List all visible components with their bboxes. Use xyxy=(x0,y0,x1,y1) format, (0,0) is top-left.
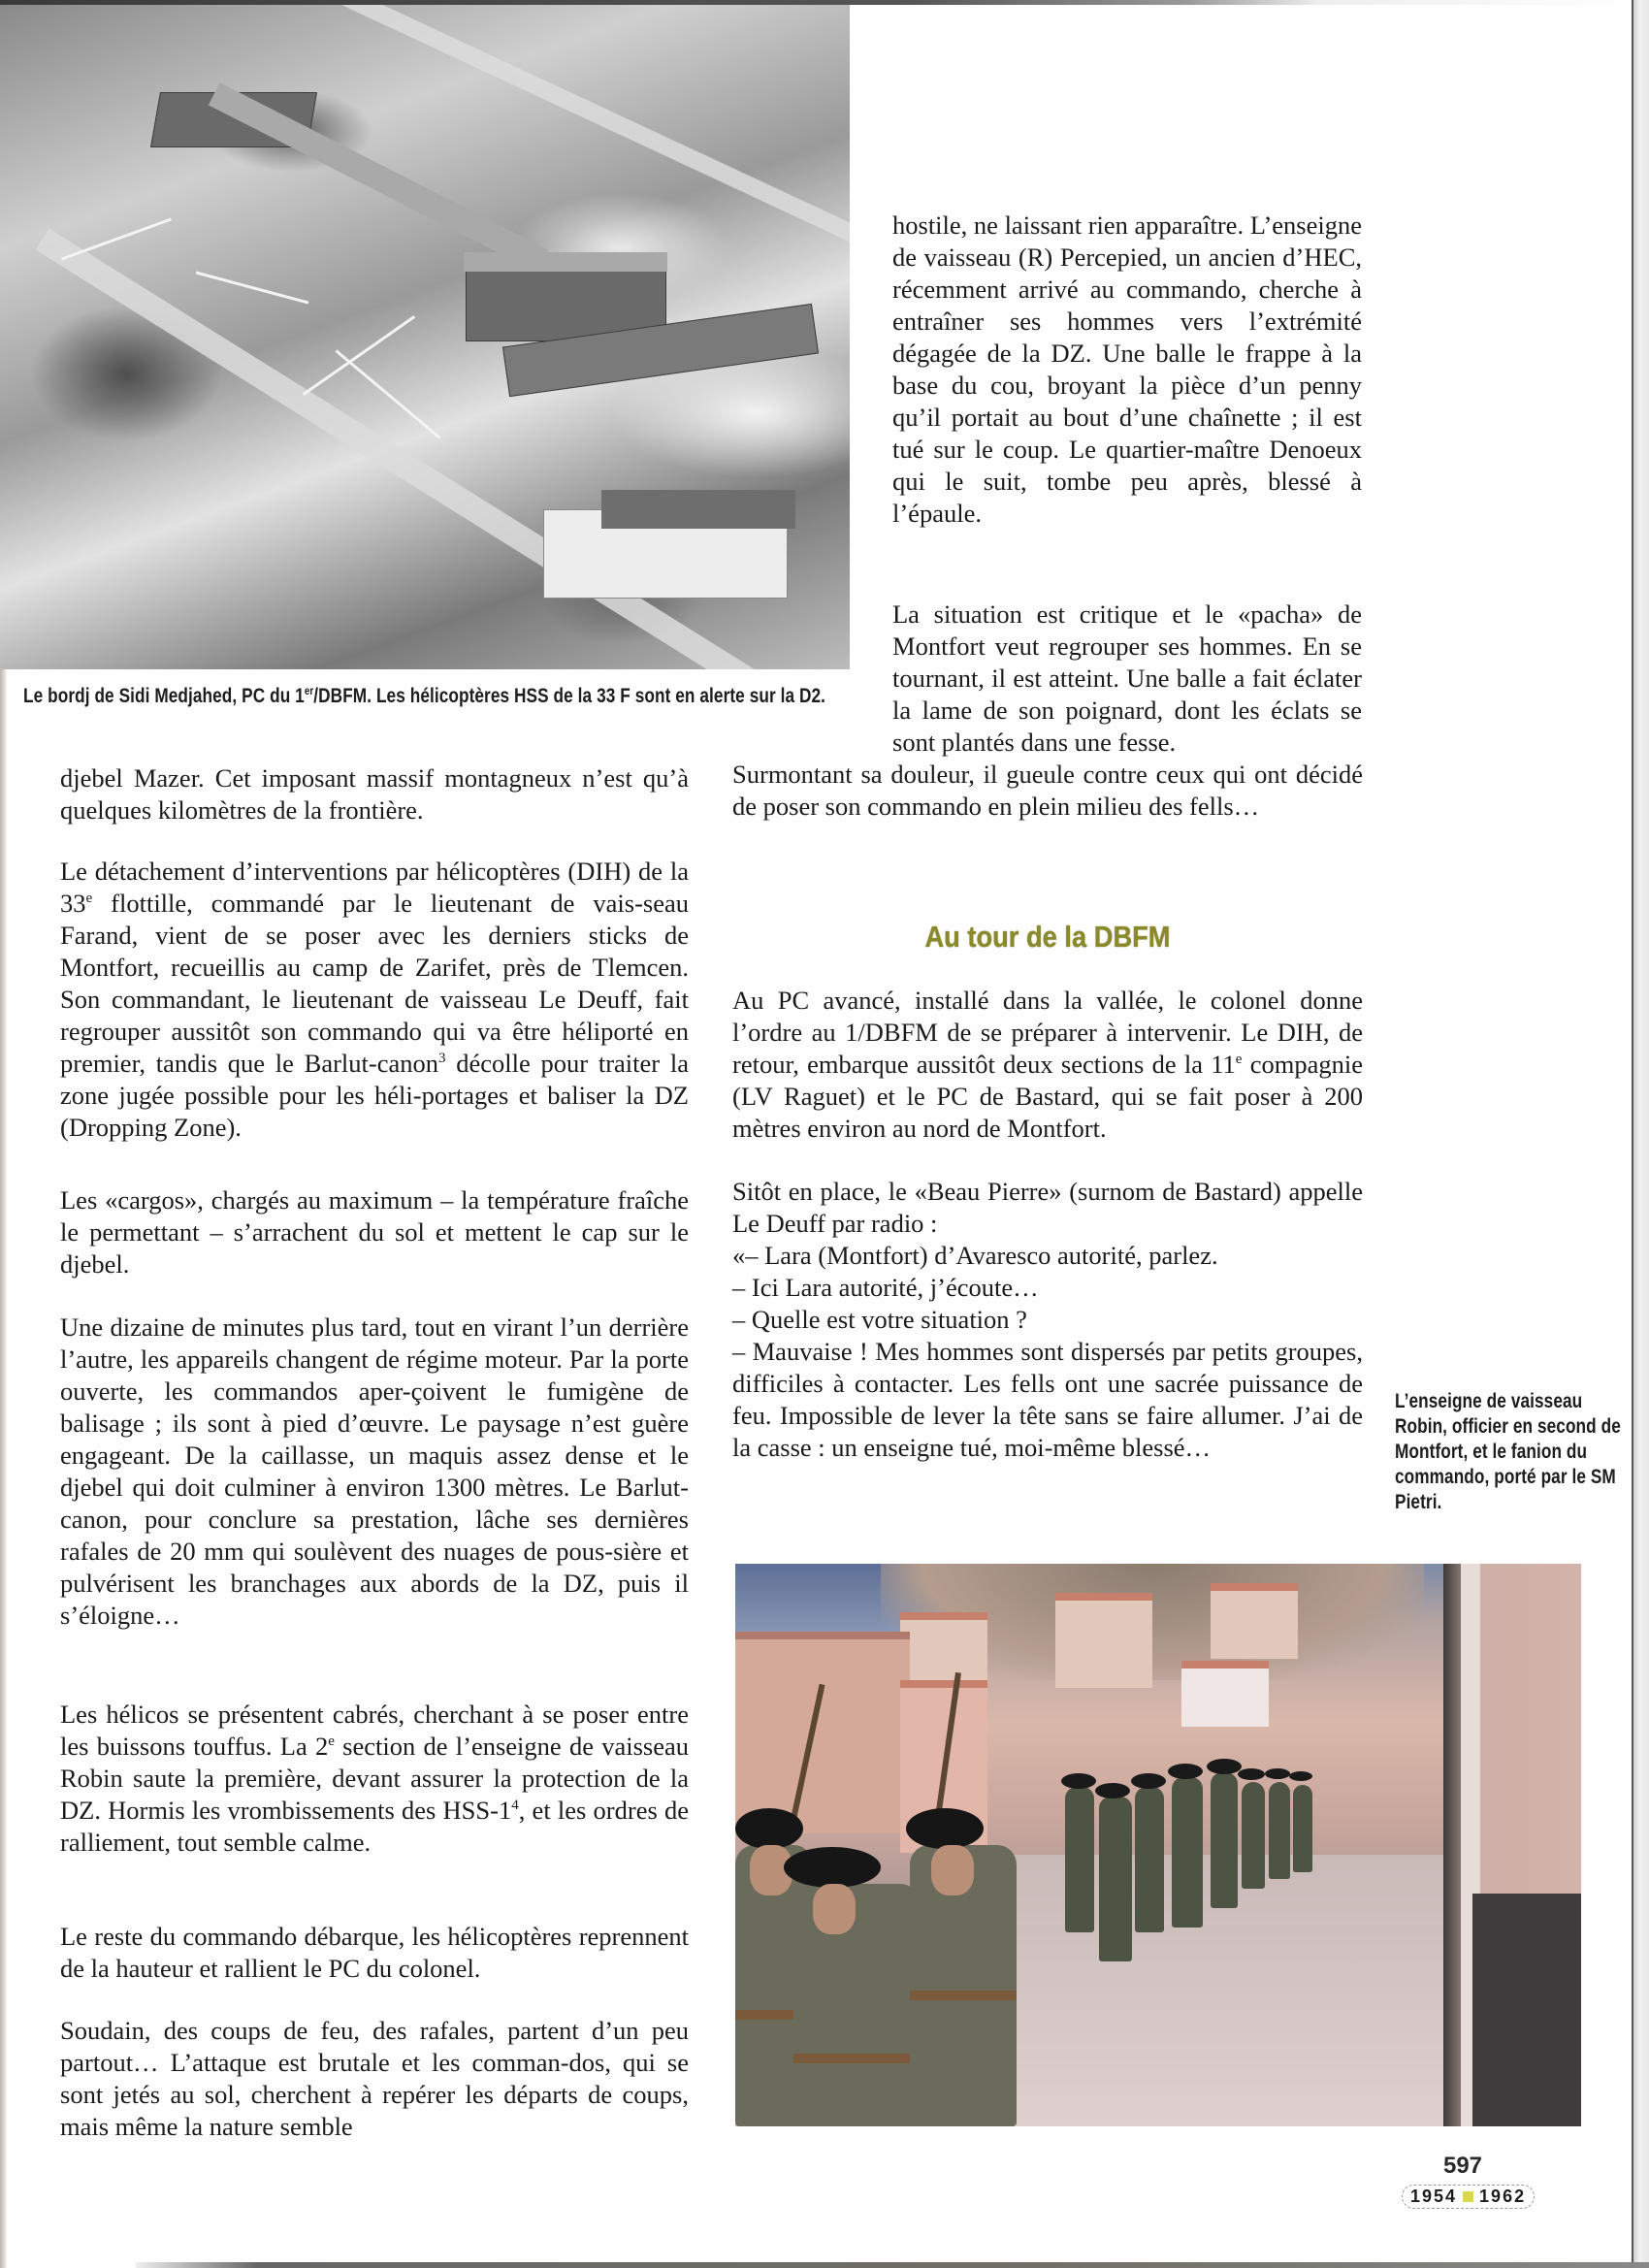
photo-road xyxy=(36,229,850,669)
paragraph-percepied: hostile, ne laissant rien apparaître. L’enseigne de vaisseau (R) Percepied, un ancien d’HEC, récemment arrivé au commando, cherche à entraîner ses hommes vers l’extrémité dégagée de la DZ. Une balle le frappe à la base du cou, broyant la pièce d’un penny qu’il portait au bout d’une chaînette ; il est tué sur le coup. Le quartier-maître Denoeux qui le suit, tombe peu après, blessé à l’épaule. xyxy=(892,211,1362,528)
photo-house xyxy=(1211,1583,1298,1659)
paragraph-soudain: Soudain, des coups de feu, des rafales, partent d’un peu partout… L’attaque est brutale et les comman-dos, qui se sont jetés au sol, cherchent à repérer les départs de coups, mais même la nature semble xyxy=(60,2016,689,2141)
paragraph-pacha-critical: La situation est critique et le «pacha» de Montfort veut regrouper ses hommes. En se tournant, il est atteint. Une balle a fait éclater la lame de son poignard, dont les éclats se sont plantés dans une fesse. xyxy=(892,599,1362,757)
square-separator-icon xyxy=(1463,2191,1473,2202)
marching-soldier xyxy=(1242,1782,1265,1889)
photo-building-roof xyxy=(464,252,667,272)
date-start: 1954 xyxy=(1410,2187,1458,2206)
dialogue-line: «– Lara (Montfort) d’Avaresco autorité, parlez. xyxy=(732,1241,1218,1270)
dialogue-line: – Ici Lara autorité, j’écoute… xyxy=(732,1273,1039,1302)
parade-photo xyxy=(735,1564,1581,2126)
marching-soldier xyxy=(1211,1772,1238,1908)
marching-soldier xyxy=(1172,1777,1203,1928)
scan-edge-bottom xyxy=(136,2262,1649,2268)
helicopter-rotor xyxy=(303,315,415,396)
marching-soldier xyxy=(1293,1785,1312,1872)
marching-soldier xyxy=(1269,1782,1290,1879)
helicopter-rotor xyxy=(61,218,172,261)
paragraph-helicos: Les hélicos se présentent cabrés, cherchant à se poser entre les buissons touffus. La 2e section de l’enseigne de vaisseau Robin saute la première, devant assurer la protection de la DZ. Hormis les vrombissements des HSS-$1^4$, et les ordres de ralliement, tout semble calme. xyxy=(60,1700,689,1857)
photo-house xyxy=(1055,1593,1152,1688)
date-end: 1962 xyxy=(1479,2187,1527,2206)
photo-building-left xyxy=(735,1632,910,1833)
scan-edge-right xyxy=(1633,0,1649,2268)
paragraph-radio-dialogue xyxy=(732,1176,1363,1464)
aerial-photo xyxy=(0,5,850,669)
officer-pietri xyxy=(910,1845,1017,2126)
paragraph-surmontant: Surmontant sa douleur, il gueule contre ceux qui ont décidé de poser son commando en plein milieu des fells… xyxy=(732,760,1363,821)
paragraph-cargos: Les «cargos», chargés au maximum – la température fraîche le permettant – s’arrachent du sol et mettent le cap sur le djebel. xyxy=(60,1185,689,1279)
officer-robin xyxy=(793,1884,920,2126)
photo-shadow-block xyxy=(1472,1894,1581,2126)
paragraph-pc-avance: Au PC avancé, installé dans la vallée, le colonel donne l’ordre au 1/DBFM de se préparer à intervenir. Le DIH, de retour, embarque aussitôt deux sections de la 11e compagnie (LV Raguet) et le PC de Bastard, qui se fait poser à 200 mètres environ au nord de Montfort. xyxy=(732,986,1363,1143)
photo-building-roof xyxy=(209,82,548,273)
dialogue-line: – Mauvaise ! Mes hommes sont dispersés par petits groupes, difficiles à contacter. Les fells ont une sacrée puissance de feu. Impossible de lever la tête sans se faire allumer. J’ai de la casse : un enseigne tué, moi-même blessé… xyxy=(732,1337,1363,1462)
photo-house xyxy=(1181,1661,1269,1727)
dialogue-line: – Quelle est votre situation ? xyxy=(732,1305,1027,1334)
scan-edge-left xyxy=(0,669,7,2268)
marching-soldier xyxy=(1135,1787,1164,1932)
parade-photo-caption: L’enseigne de vaisseau Robin, officier en second de Montfort, et le fanion du commando, porté par le SM Pietri. xyxy=(1395,1390,1621,1513)
date-range-badge xyxy=(1402,2185,1535,2209)
paragraph-reste-commando: Le reste du commando débarque, les hélicoptères reprennent de la hauteur et rallient le PC du colonel. xyxy=(60,1922,689,1983)
marching-soldier xyxy=(1099,1797,1132,1961)
aerial-photo-caption: Le bordj de Sidi Medjahed, PC du 1er/DBFM. Les hélicoptères HSS de la 33 F sont en alerte sur la D2. xyxy=(23,684,826,707)
paragraph-dizaine-minutes: Une dizaine de minutes plus tard, tout en virant l’un derrière l’autre, les appareils changent de régime moteur. Par la porte ouverte, les commandos aper-çoivent le fumigène de balisage ; ils sont à pied d’œuvre. Le paysage n’est guère engageant. De la caillasse, un maquis assez dense et le djebel qui doit culminer à environ 1300 mètres. Le Barlut-canon, pour conclure sa prestation, lâche ses dernières rafales de 20 mm qui soulèvent des nuages de pous-sière et pulvérisent les branchages aux abords de la DZ, puis il s’éloigne… xyxy=(60,1312,689,1630)
paragraph-djebel-mazer: djebel Mazer. Cet imposant massif montagneux n’est qu’à quelques kilomètres de la frontière. xyxy=(60,763,689,825)
section-heading: Au tour de la DBFM xyxy=(924,920,1171,954)
photo-road xyxy=(319,5,850,281)
marching-soldier xyxy=(1065,1787,1094,1932)
paragraph-dih: Le détachement d’interventions par hélicoptères (DIH) de la 33e flottille, commandé par le lieutenant de vais-seau Farand, vient de se poser avec les derniers sticks de Montfort, recueillis au camp de Zarifet, près de Tlemcen. Son commandant, le lieutenant de vaisseau Le Deuff, fait regrouper aussitôt son commando qui va être héliporté en premier, tandis que le Barlut-canon$^3$ décolle pour traiter la zone jugée possible pour les héli-portages et baliser la DZ (Dropping Zone). xyxy=(60,857,689,1142)
photo-building-roof xyxy=(601,490,795,529)
dialogue-intro: Sitôt en place, le «Beau Pierre» (surnom de Bastard) appelle Le Deuff par radio : xyxy=(732,1177,1363,1238)
helicopter-rotor xyxy=(196,272,309,305)
page-number: 597 xyxy=(1442,2153,1483,2179)
